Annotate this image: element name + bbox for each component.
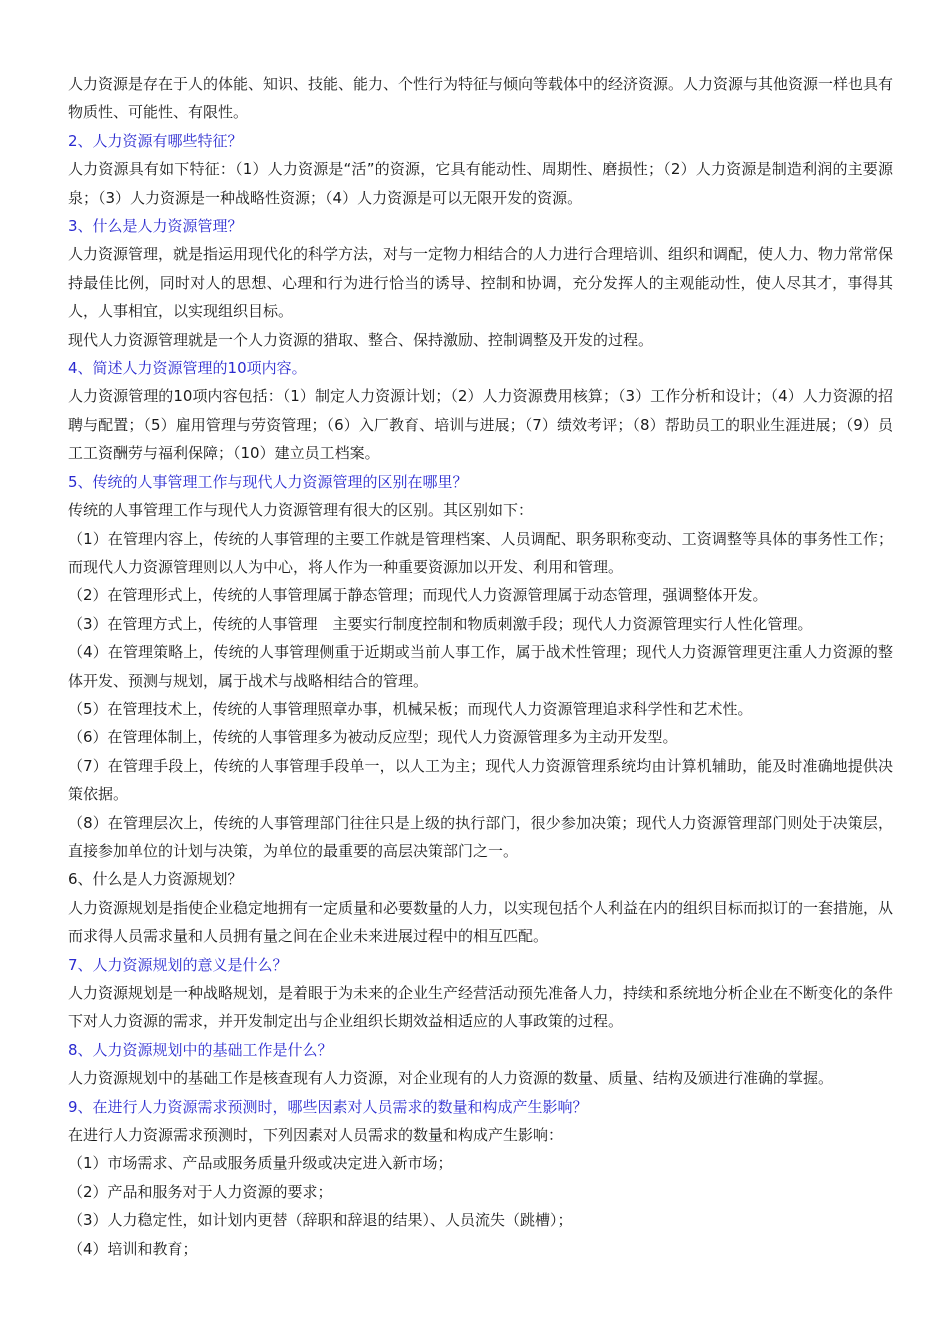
answer-item-9-2: （2）产品和服务对于人力资源的要求； [68, 1182, 333, 1201]
answer-item-9-1: （1）市场需求、产品或服务质量升级或决定进入新市场； [68, 1154, 453, 1173]
answer-paragraph-5-intro: 传统的人事管理工作与现代人力资源管理有很大的区别。其区别如下： [68, 501, 534, 520]
answer-paragraph-4: 人力资源管理的10项内容包括：（1）制定人力资源计划；（2）人力资源费用核算；（3）工作分析和设计；（4）人力资源的招聘与配置；（5）雇用管理与劳资管理；（6）入厂教育、培训与进展；（7）绩效考评；（8）帮助员工的职业生涯进展；（9）员工工资酬劳与福利保障；（10）建立员工档案。 [68, 387, 893, 463]
question-heading-2: 2、人力资源有哪些特征？ [68, 131, 243, 150]
paragraph-intro: 人力资源是存在于人的体能、知识、技能、能力、个性行为特征与倾向等载体中的经济资源。人力资源与其他资源一样也具有物质性、可能性、有限性。 [68, 75, 894, 122]
answer-paragraph-6: 人力资源规划是指使企业稳定地拥有一定质量和必要数量的人力，以实现包括个人利益在内的组织目标而拟订的一套措施，从而求得人员需求量和人员拥有量之间在企业未来进展过程中的相互匹配。 [68, 898, 894, 946]
answer-item-5-7: （7）在管理手段上，传统的人事管理手段单一，以人工为主；现代人力资源管理系统均由计算机辅助，能及时准确地提供决策依据。 [68, 756, 893, 804]
document-page [68, 70, 893, 1263]
question-heading-7: 7、人力资源规划的意义是什么？ [68, 955, 288, 974]
answer-paragraph-9-intro: 在进行人力资源需求预测时，下列因素对人员需求的数量和构成产生影响： [68, 1126, 564, 1145]
answer-item-5-1: （1）在管理内容上，传统的人事管理的主要工作就是管理档案、人员调配、职务职称变动、工资调整等具体的事务性工作；而现代人力资源管理则以人为中心，将人作为一种重要资源加以开发、利用和管理。 [68, 529, 893, 576]
question-heading-8: 8、人力资源规划中的基础工作是什么？ [68, 1040, 333, 1059]
question-heading-3: 3、什么是人力资源管理？ [68, 217, 243, 236]
answer-item-5-4: （4）在管理策略上，传统的人事管理侧重于近期或当前人事工作，属于战术性管理；现代人力资源管理更注重人力资源的整体开发、预测与规划，属于战术与战略相结合的管理。 [68, 643, 893, 690]
question-heading-4: 4、简述人力资源管理的10项内容。 [68, 359, 307, 378]
answer-paragraph-7: 人力资源规划是一种战略规划，是着眼于为未来的企业生产经营活动预先准备人力，持续和系统地分析企业在不断变化的条件下对人力资源的需求，并开发制定出与企业组织长期效益相适应的人事政策的过程。 [68, 984, 894, 1031]
question-heading-9: 9、在进行人力资源需求预测时，哪些因素对人员需求的数量和构成产生影响？ [68, 1097, 588, 1116]
answer-item-5-5: （5）在管理技术上，传统的人事管理照章办事，机械呆板；而现代人力资源管理追求科学性和艺术性。 [68, 699, 753, 718]
answer-item-5-2: （2）在管理形式上，传统的人事管理属于静态管理；而现代人力资源管理属于动态管理，强调整体开发。 [68, 586, 768, 605]
answer-item-5-8: （8）在管理层次上，传统的人事管理部门往往只是上级的执行部门，很少参加决策；现代人力资源管理部门则处于决策层，直接参加单位的计划与决策，为单位的最重要的高层决策部门之一。 [68, 813, 893, 860]
answer-paragraph-8: 人力资源规划中的基础工作是核查现有人力资源，对企业现有的人力资源的数量、质量、结构及颁进行准确的掌握。 [68, 1069, 834, 1088]
answer-item-5-3: （3）在管理方式上，传统的人事管理 主要实行制度控制和物质刺激手段；现代人力资源管理实行人性化管理。 [68, 614, 813, 633]
question-heading-6: 6、什么是人力资源规划？ [68, 870, 243, 889]
answer-item-9-4: （4）培训和教育； [68, 1239, 198, 1258]
answer-paragraph-3b: 现代人力资源管理就是一个人力资源的猎取、整合、保持激励、控制调整及开发的过程。 [68, 330, 654, 349]
answer-item-5-6: （6）在管理体制上，传统的人事管理多为被动反应型；现代人力资源管理多为主动开发型。 [68, 728, 678, 747]
answer-paragraph-3a: 人力资源管理，就是指运用现代化的科学方法，对与一定物力相结合的人力进行合理培训、组织和调配，使人力、物力常常保持最佳比例，同时对人的思想、心理和行为进行恰当的诱导、控制和协调，充分发挥人的主观能动性，使人尽其才，事得其人，人事相宜，以实现组织目标。 [68, 245, 894, 321]
answer-paragraph-2: 人力资源具有如下特征：（1）人力资源是“活”的资源，它具有能动性、周期性、磨损性；（2）人力资源是制造利润的主要源泉；（3）人力资源是一种战略性资源；（4）人力资源是可以无限开发的资源。 [68, 160, 893, 207]
question-heading-5: 5、传统的人事管理工作与现代人力资源管理的区别在哪里？ [68, 472, 468, 491]
answer-item-9-3: （3）人力稳定性，如计划内更替（辞职和辞退的结果）、人员流失（跳槽）； [68, 1211, 573, 1230]
